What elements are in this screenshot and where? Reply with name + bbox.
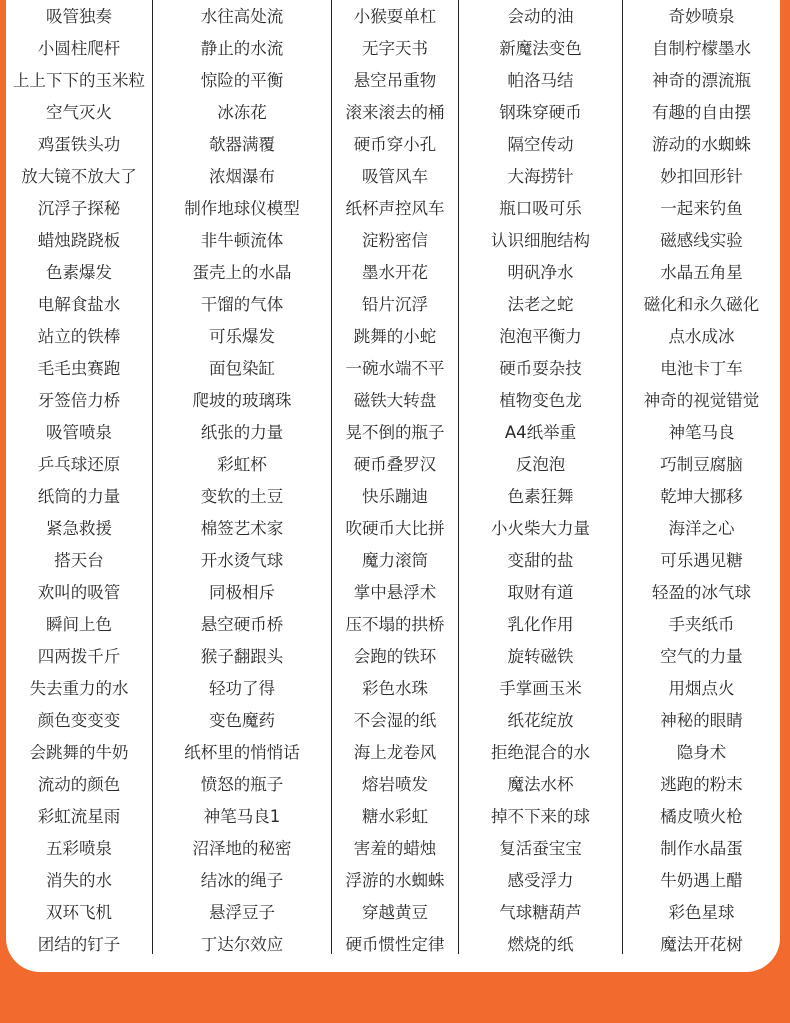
list-item: 搭天台 xyxy=(54,551,104,570)
list-item: 硬币穿小孔 xyxy=(353,135,437,154)
list-item: 认识细胞结构 xyxy=(491,231,590,250)
list-item: 纸筒的力量 xyxy=(37,487,121,506)
list-item: 吸管独奏 xyxy=(46,7,112,26)
list-item: 穿越黄豆 xyxy=(362,903,428,922)
list-item: 磁感线实验 xyxy=(660,231,743,250)
list-item: 魔力滚筒 xyxy=(362,551,428,570)
list-item: 颜色变变变 xyxy=(37,711,121,730)
list-item: 淀粉密信 xyxy=(362,231,428,250)
list-item: 神秘的眼睛 xyxy=(660,711,743,730)
list-item: 自制柠檬墨水 xyxy=(652,39,751,58)
list-item: 巧制豆腐脑 xyxy=(660,455,743,474)
list-item: 法老之蛇 xyxy=(507,295,574,314)
column-3 xyxy=(331,0,458,954)
column-1 xyxy=(6,0,152,954)
list-item: 非牛顿流体 xyxy=(200,231,284,250)
list-item: 团结的钉子 xyxy=(37,935,121,954)
list-item: 四两拨千斤 xyxy=(37,647,121,666)
list-item: 沼泽地的秘密 xyxy=(192,839,292,858)
list-item: 帕洛马结 xyxy=(507,71,574,90)
list-item: 瞬间上色 xyxy=(46,615,112,634)
list-item: 轻盈的冰气球 xyxy=(652,583,751,602)
list-item: 气球糖葫芦 xyxy=(499,903,582,922)
list-item: 棉签艺术家 xyxy=(200,519,284,538)
list-item: 植物变色龙 xyxy=(499,391,582,410)
list-item: 会跑的铁环 xyxy=(353,647,437,666)
list-item: 可乐遇见糖 xyxy=(660,551,743,570)
list-item: 反泡泡 xyxy=(515,455,566,474)
list-item: 磁铁大转盘 xyxy=(353,391,437,410)
list-item: 会跳舞的牛奶 xyxy=(29,743,129,762)
list-item: 橘皮喷火枪 xyxy=(660,807,743,826)
list-item: 欢叫的吸管 xyxy=(37,583,121,602)
list-item: 硬币惯性定律 xyxy=(345,935,445,954)
list-item: 毛毛虫赛跑 xyxy=(37,359,121,378)
list-item: 空气灭火 xyxy=(46,103,112,122)
list-item: 一起来钓鱼 xyxy=(660,199,743,218)
list-item: 鸡蛋铁头功 xyxy=(37,135,121,154)
list-item: A4纸举重 xyxy=(504,423,577,442)
list-item: 纸张的力量 xyxy=(200,423,284,442)
list-item: 可乐爆发 xyxy=(209,327,275,346)
list-item: 电解食盐水 xyxy=(37,295,121,314)
list-item: 制作地球仪模型 xyxy=(184,199,300,218)
list-item: 小猴耍单杠 xyxy=(353,7,437,26)
list-item: 干馏的气体 xyxy=(200,295,284,314)
list-item: 魔法开花树 xyxy=(660,935,743,954)
list-item: 糖水彩虹 xyxy=(362,807,428,826)
list-item: 站立的铁棒 xyxy=(37,327,121,346)
list-item: 瓶口吸可乐 xyxy=(499,199,582,218)
list-item: 消失的水 xyxy=(46,871,112,890)
list-item: 悬空硬币桥 xyxy=(200,615,284,634)
list-item: 游动的水蜘蛛 xyxy=(652,135,751,154)
column-4 xyxy=(458,0,622,954)
list-item: 浮游的水蜘蛛 xyxy=(345,871,445,890)
list-item: 手掌画玉米 xyxy=(499,679,582,698)
list-item: 爬坡的玻璃珠 xyxy=(192,391,292,410)
list-item: 冰冻花 xyxy=(217,103,267,122)
list-item: 牙签倍力桥 xyxy=(37,391,121,410)
list-item: 手夹纸币 xyxy=(668,615,735,634)
list-item: 无字天书 xyxy=(362,39,428,58)
list-item: 有趣的自由摆 xyxy=(652,103,751,122)
list-item: 紧急救援 xyxy=(46,519,112,538)
list-item: 掉不下来的球 xyxy=(491,807,590,826)
list-item: 神笔马良1 xyxy=(203,807,281,826)
list-item: 小圆柱爬杆 xyxy=(37,39,121,58)
list-item: 静止的水流 xyxy=(200,39,284,58)
list-item: 吹硬币大比拼 xyxy=(345,519,445,538)
list-item: 放大镜不放大了 xyxy=(21,167,137,186)
list-item: 神奇的视觉错觉 xyxy=(643,391,760,410)
list-item: 硬币耍杂技 xyxy=(499,359,582,378)
list-item: 变色魔药 xyxy=(209,711,275,730)
list-item: 彩虹杯 xyxy=(217,455,267,474)
list-item: 流动的颜色 xyxy=(37,775,121,794)
list-item: 蜡烛跷跷板 xyxy=(37,231,121,250)
list-item: 乳化作用 xyxy=(507,615,574,634)
list-item: 失去重力的水 xyxy=(29,679,129,698)
list-item: 丁达尔效应 xyxy=(200,935,284,954)
list-item: 隔空传动 xyxy=(507,135,574,154)
list-item: 纸花绽放 xyxy=(507,711,574,730)
list-item: 乒乓球还原 xyxy=(37,455,121,474)
list-item: 魔法水杯 xyxy=(507,775,574,794)
list-item: 神奇的漂流瓶 xyxy=(652,71,751,90)
list-item: 钢珠穿硬币 xyxy=(499,103,582,122)
list-item: 海上龙卷风 xyxy=(353,743,437,762)
list-item: 新魔法变色 xyxy=(499,39,582,58)
list-item: 色素爆发 xyxy=(46,263,112,282)
list-item: 泡泡平衡力 xyxy=(499,327,582,346)
list-item: 开水烫气球 xyxy=(200,551,284,570)
list-item: 磁化和永久磁化 xyxy=(643,295,760,314)
list-item: 晃不倒的瓶子 xyxy=(345,423,445,442)
list-item: 海洋之心 xyxy=(668,519,735,538)
list-item: 一碗水端不平 xyxy=(345,359,445,378)
list-item: 惊险的平衡 xyxy=(200,71,284,90)
list-item: 熔岩喷发 xyxy=(362,775,428,794)
list-item: 色素狂舞 xyxy=(507,487,574,506)
list-item: 上上下下的玉米粒 xyxy=(13,71,145,90)
list-item: 拒绝混合的水 xyxy=(491,743,590,762)
list-item: 掌中悬浮术 xyxy=(353,583,437,602)
list-item: 吸管风车 xyxy=(362,167,428,186)
list-item: 纸杯声控风车 xyxy=(345,199,445,218)
list-item: 五彩喷泉 xyxy=(46,839,112,858)
list-item: 旋转磁铁 xyxy=(507,647,574,666)
list-item: 压不塌的拱桥 xyxy=(345,615,445,634)
list-item: 欹器满覆 xyxy=(209,135,275,154)
list-item: 吸管喷泉 xyxy=(46,423,112,442)
list-item: 愤怒的瓶子 xyxy=(200,775,284,794)
list-item: 硬币叠罗汉 xyxy=(353,455,437,474)
list-item: 变软的土豆 xyxy=(200,487,284,506)
list-item: 牛奶遇上醋 xyxy=(660,871,743,890)
list-item: 同极相斥 xyxy=(209,583,275,602)
list-item: 水晶五角星 xyxy=(660,263,743,282)
list-item: 乾坤大挪移 xyxy=(660,487,743,506)
list-item: 电池卡丁车 xyxy=(660,359,743,378)
column-2 xyxy=(152,0,331,954)
list-item: 复活蚕宝宝 xyxy=(499,839,582,858)
column-5 xyxy=(622,0,780,954)
list-item: 快乐蹦迪 xyxy=(362,487,428,506)
list-item: 变甜的盐 xyxy=(507,551,574,570)
list-item: 沉浮子探秘 xyxy=(37,199,121,218)
list-item: 感受浮力 xyxy=(507,871,574,890)
list-item: 彩虹流星雨 xyxy=(37,807,121,826)
list-item: 彩色星球 xyxy=(668,903,735,922)
list-item: 神笔马良 xyxy=(668,423,735,442)
list-item: 跳舞的小蛇 xyxy=(353,327,437,346)
list-item: 小火柴大力量 xyxy=(491,519,590,538)
list-item: 害羞的蜡烛 xyxy=(353,839,437,858)
list-item: 铅片沉浮 xyxy=(362,295,428,314)
list-item: 制作水晶蛋 xyxy=(660,839,743,858)
list-item: 蛋壳上的水晶 xyxy=(192,263,292,282)
list-item: 悬空吊重物 xyxy=(353,71,437,90)
list-item: 会动的油 xyxy=(507,7,574,26)
list-item: 墨水开花 xyxy=(362,263,428,282)
list-item: 用烟点火 xyxy=(668,679,735,698)
list-item: 奇妙喷泉 xyxy=(668,7,735,26)
list-item: 水往高处流 xyxy=(200,7,284,26)
list-item: 彩色水珠 xyxy=(362,679,428,698)
list-item: 明矾净水 xyxy=(507,263,574,282)
list-item: 点水成冰 xyxy=(668,327,735,346)
list-item: 妙扣回形针 xyxy=(660,167,743,186)
list-item: 悬浮豆子 xyxy=(209,903,275,922)
list-item: 取财有道 xyxy=(507,583,574,602)
list-item: 纸杯里的悄悄话 xyxy=(184,743,300,762)
list-item: 大海捞针 xyxy=(507,167,574,186)
list-item: 不会湿的纸 xyxy=(353,711,437,730)
list-item: 面包染缸 xyxy=(209,359,275,378)
list-item: 逃跑的粉末 xyxy=(660,775,743,794)
experiment-list-grid xyxy=(6,0,780,960)
list-item: 双环飞机 xyxy=(46,903,112,922)
list-item: 滚来滚去的桶 xyxy=(345,103,445,122)
list-item: 结冰的绳子 xyxy=(200,871,284,890)
list-item: 燃烧的纸 xyxy=(507,935,574,954)
list-item: 隐身术 xyxy=(676,743,727,762)
list-item: 猴子翻跟头 xyxy=(200,647,284,666)
list-item: 浓烟瀑布 xyxy=(209,167,275,186)
list-item: 空气的力量 xyxy=(660,647,743,666)
list-item: 轻功了得 xyxy=(209,679,275,698)
